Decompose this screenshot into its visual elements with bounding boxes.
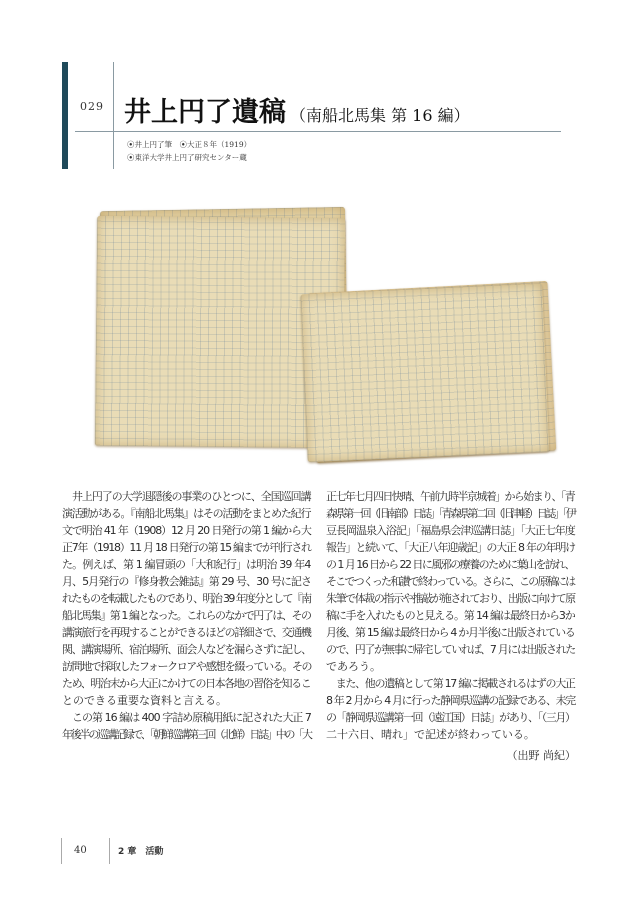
page-number: 40 [74,845,87,856]
header-divider-vertical [113,62,114,169]
chapter-label: 2 章 活動 [118,847,164,857]
body-text-line: 8 年 2 月から 4 月に行った静岡県巡講の記録である、未完 [326,694,575,707]
author-signature: （出野 尚紀） [506,749,576,762]
body-text-line: また、他の遺稿として第 17 編に掲載されるはずの大正 [326,677,575,690]
body-text-line: 月後、第 15 編は最終日から 4 か月半後に出版されている [326,626,575,639]
body-text-line: 稿に手を入れたものと見える。第 14 編は最終日から3か [326,609,575,622]
footer-divider [61,838,62,864]
body-text-line: そこでつくった和讃で終わっている。さらに、この原稿には [326,575,575,588]
body-text-line: ので、円了が無事に帰宅していれば、7 月には出版された [326,643,575,656]
body-text-line: 関、講演場所、宿泊場所、面会人などを漏らさずに記し、 [62,643,311,656]
body-text-line: 正7年（1918）11 月 18 日発行の第 15 編までが刊行され [62,541,311,554]
body-text-line: この第 16 編は 400 字詰め原稿用紙に記された大正 7 [62,711,311,724]
meta-collection: ⦿東洋大学井上円了研究センター蔵 [127,153,247,162]
body-text-line: の 1 月 16 日から 22 日に風邪の療養のために葉山を訪れ、 [326,558,574,571]
body-text-line: 演活動がある。『南船北馬集』はその活動をまとめた紀行 [62,507,311,520]
body-text-line: 船北馬集』第 1 編となった。これらのなかで円了は、その [62,609,311,622]
accent-bar [62,62,68,169]
body-text-line: た。例えば、第 1 編冒頭の「大和紀行」は明治 39 年4 [62,558,311,571]
body-text-line: れたものを転載したものであり、明治 39 年度分として『南 [62,592,311,605]
item-number: 029 [80,100,104,113]
body-text-line: 講演旅行を再現することができるほどの詳細さで、交通機 [62,626,311,639]
body-column-left [62,488,312,743]
body-text-line: ため、明治末から大正にかけての日本各地の習俗を知るこ [62,677,311,690]
header-divider-horizontal [75,131,561,132]
body-text-line: であろう。 [326,660,381,673]
body-text-line: とのできる重要な資料と言える。 [62,694,227,707]
body-text-line: 報告」と続いて、「大正八年迎歳記」の大正 8 年の年明け [326,541,575,554]
body-text-line: 訪問地で採取したフォークロアや感想を綴っている。その [62,660,312,673]
body-text-line: 二十六日、晴れ」で記述が終わっている。 [326,728,535,741]
manuscript-photo [88,195,553,465]
body-text-line: 豆長岡温泉入浴記」「福島県会津巡講日誌」「大正七年度 [326,524,575,537]
body-text-line: 朱筆で体裁の指示や推敲が施されており、出版に向けて原 [326,592,575,605]
meta-author-date: ⦿井上円了筆 ⦿大正８年（1919） [127,140,252,149]
manuscript-sheet-right [300,284,549,462]
body-column-right [326,488,576,764]
body-text-line: 森県第一回（旧南部）日誌」「青森県第二回（旧津軽）日誌」「伊 [326,507,575,520]
body-text-line: 文で明治 41 年（1908）12 月 20 日発行の第 1 編から大 [62,524,311,537]
page-title [124,90,470,129]
body-text-line: 月、5月発行の『修身教会雑誌』第 29 号、30 号に記さ [62,575,312,588]
body-text-line: 正七年七月四日快晴、午前九時半京城着」から始まり、「青 [326,490,575,503]
title-main: 井上円了遺稿 [124,97,286,128]
body-text-line: 井上円了の大学退隠後の事業のひとつに、全国巡回講 [62,490,311,503]
body-text-line: 年後半の巡講記録で、「朝鮮巡講第三回（北鮮）日誌」中の「大 [62,728,311,741]
title-subtitle: （南船北馬集 第 16 編） [290,106,470,125]
footer-divider [109,838,110,864]
body-text-line: の「静岡県巡講第一回（遠江国）日誌」があり、「（三月） [326,711,575,724]
